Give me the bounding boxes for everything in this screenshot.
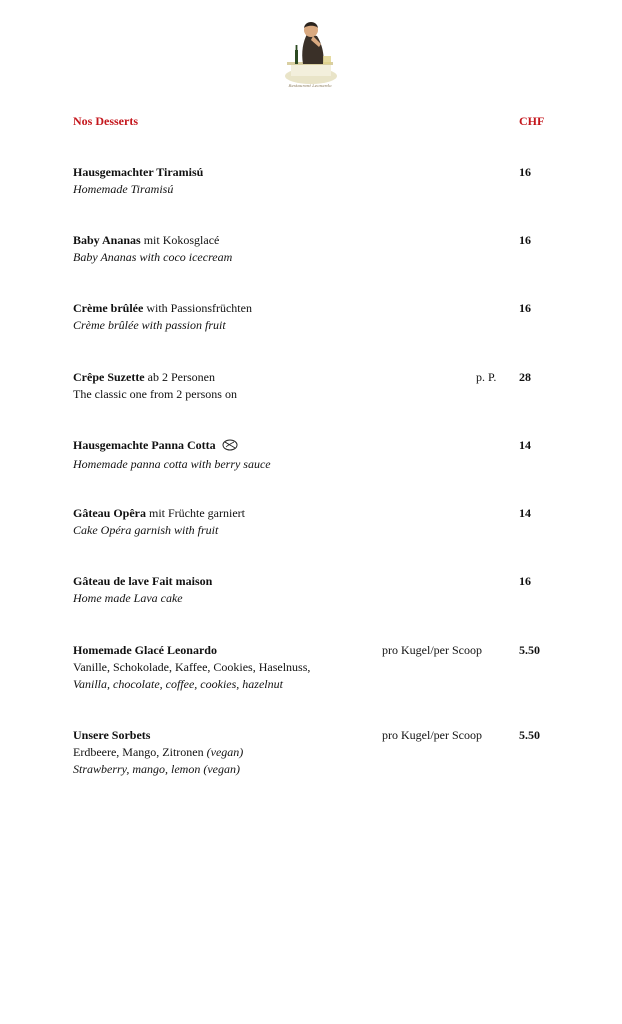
item-price: 16 (519, 574, 531, 588)
menu-item (73, 164, 553, 198)
menu-item (73, 642, 553, 693)
item-description: The classic one from 2 persons on (73, 387, 237, 401)
item-name: Homemade Glacé Leonardo (73, 643, 217, 657)
item-price: 5.50 (519, 728, 540, 742)
item-name: Gâteau de lave Fait maison (73, 574, 213, 588)
menu-item (73, 437, 553, 473)
menu-item (73, 369, 553, 403)
currency-label: CHF (519, 114, 545, 128)
item-name: Crêpe Suzette (73, 370, 145, 384)
allergen-gluten-free-icon (222, 439, 238, 456)
item-description: Homemade Tiramisú (73, 182, 174, 196)
item-name-extra: with Passionsfrüchten (143, 301, 252, 315)
item-description: Homemade panna cotta with berry sauce (73, 457, 271, 471)
item-price: 16 (519, 165, 531, 179)
item-title (73, 164, 553, 181)
item-name-extra: mit Kokosglacé (140, 233, 220, 247)
item-title (73, 232, 553, 249)
item-title (73, 505, 553, 522)
item-name: Hausgemachter Tiramisú (73, 165, 204, 179)
item-description: Crème brûlée with passion fruit (73, 318, 226, 332)
item-price: 16 (519, 301, 531, 315)
item-description: Cake Opéra garnish with fruit (73, 523, 219, 537)
item-description-vegan: (vegan) (206, 745, 244, 759)
item-description: Vanille, Schokolade, Kaffee, Cookies, Haselnuss, (73, 660, 311, 674)
item-name: Hausgemachte Panna Cotta (73, 438, 216, 452)
item-name-extra: ab 2 Personen (144, 370, 215, 384)
item-name-extra: mit Früchte garniert (146, 506, 245, 520)
item-name: Crème brûlée (73, 301, 144, 315)
item-unit: pro Kugel/per Scoop (382, 643, 482, 657)
item-price: 14 (519, 506, 531, 520)
restaurant-logo (281, 14, 339, 92)
item-name: Gâteau Opêra (73, 506, 146, 520)
item-title (73, 573, 553, 590)
item-name: Unsere Sorbets (73, 728, 151, 742)
item-price: 28 (519, 370, 531, 384)
item-description-english: Strawberry, mango, lemon (vegan) (73, 762, 240, 776)
menu-item (73, 232, 553, 266)
item-unit: pro Kugel/per Scoop (382, 728, 482, 742)
item-unit: p. P. (476, 370, 497, 384)
item-title (73, 300, 553, 317)
item-description (73, 744, 553, 761)
item-price: 5.50 (519, 643, 540, 657)
item-price: 16 (519, 233, 531, 247)
menu-item (73, 505, 553, 539)
section-title: Nos Desserts (73, 114, 138, 128)
logo-caption: Restaurant Leonardo (288, 83, 332, 88)
item-description: Home made Lava cake (73, 591, 183, 605)
menu-item (73, 727, 553, 778)
item-description-english: Vanilla, chocolate, coffee, cookies, hazelnut (73, 677, 283, 691)
item-price: 14 (519, 438, 531, 452)
menu-item (73, 573, 553, 607)
item-name: Baby Ananas (73, 233, 141, 247)
item-description-text: Erdbeere, Mango, Zitronen (73, 745, 207, 759)
item-title (73, 437, 553, 456)
menu-item (73, 300, 553, 334)
item-description: Baby Ananas with coco icecream (73, 250, 233, 264)
